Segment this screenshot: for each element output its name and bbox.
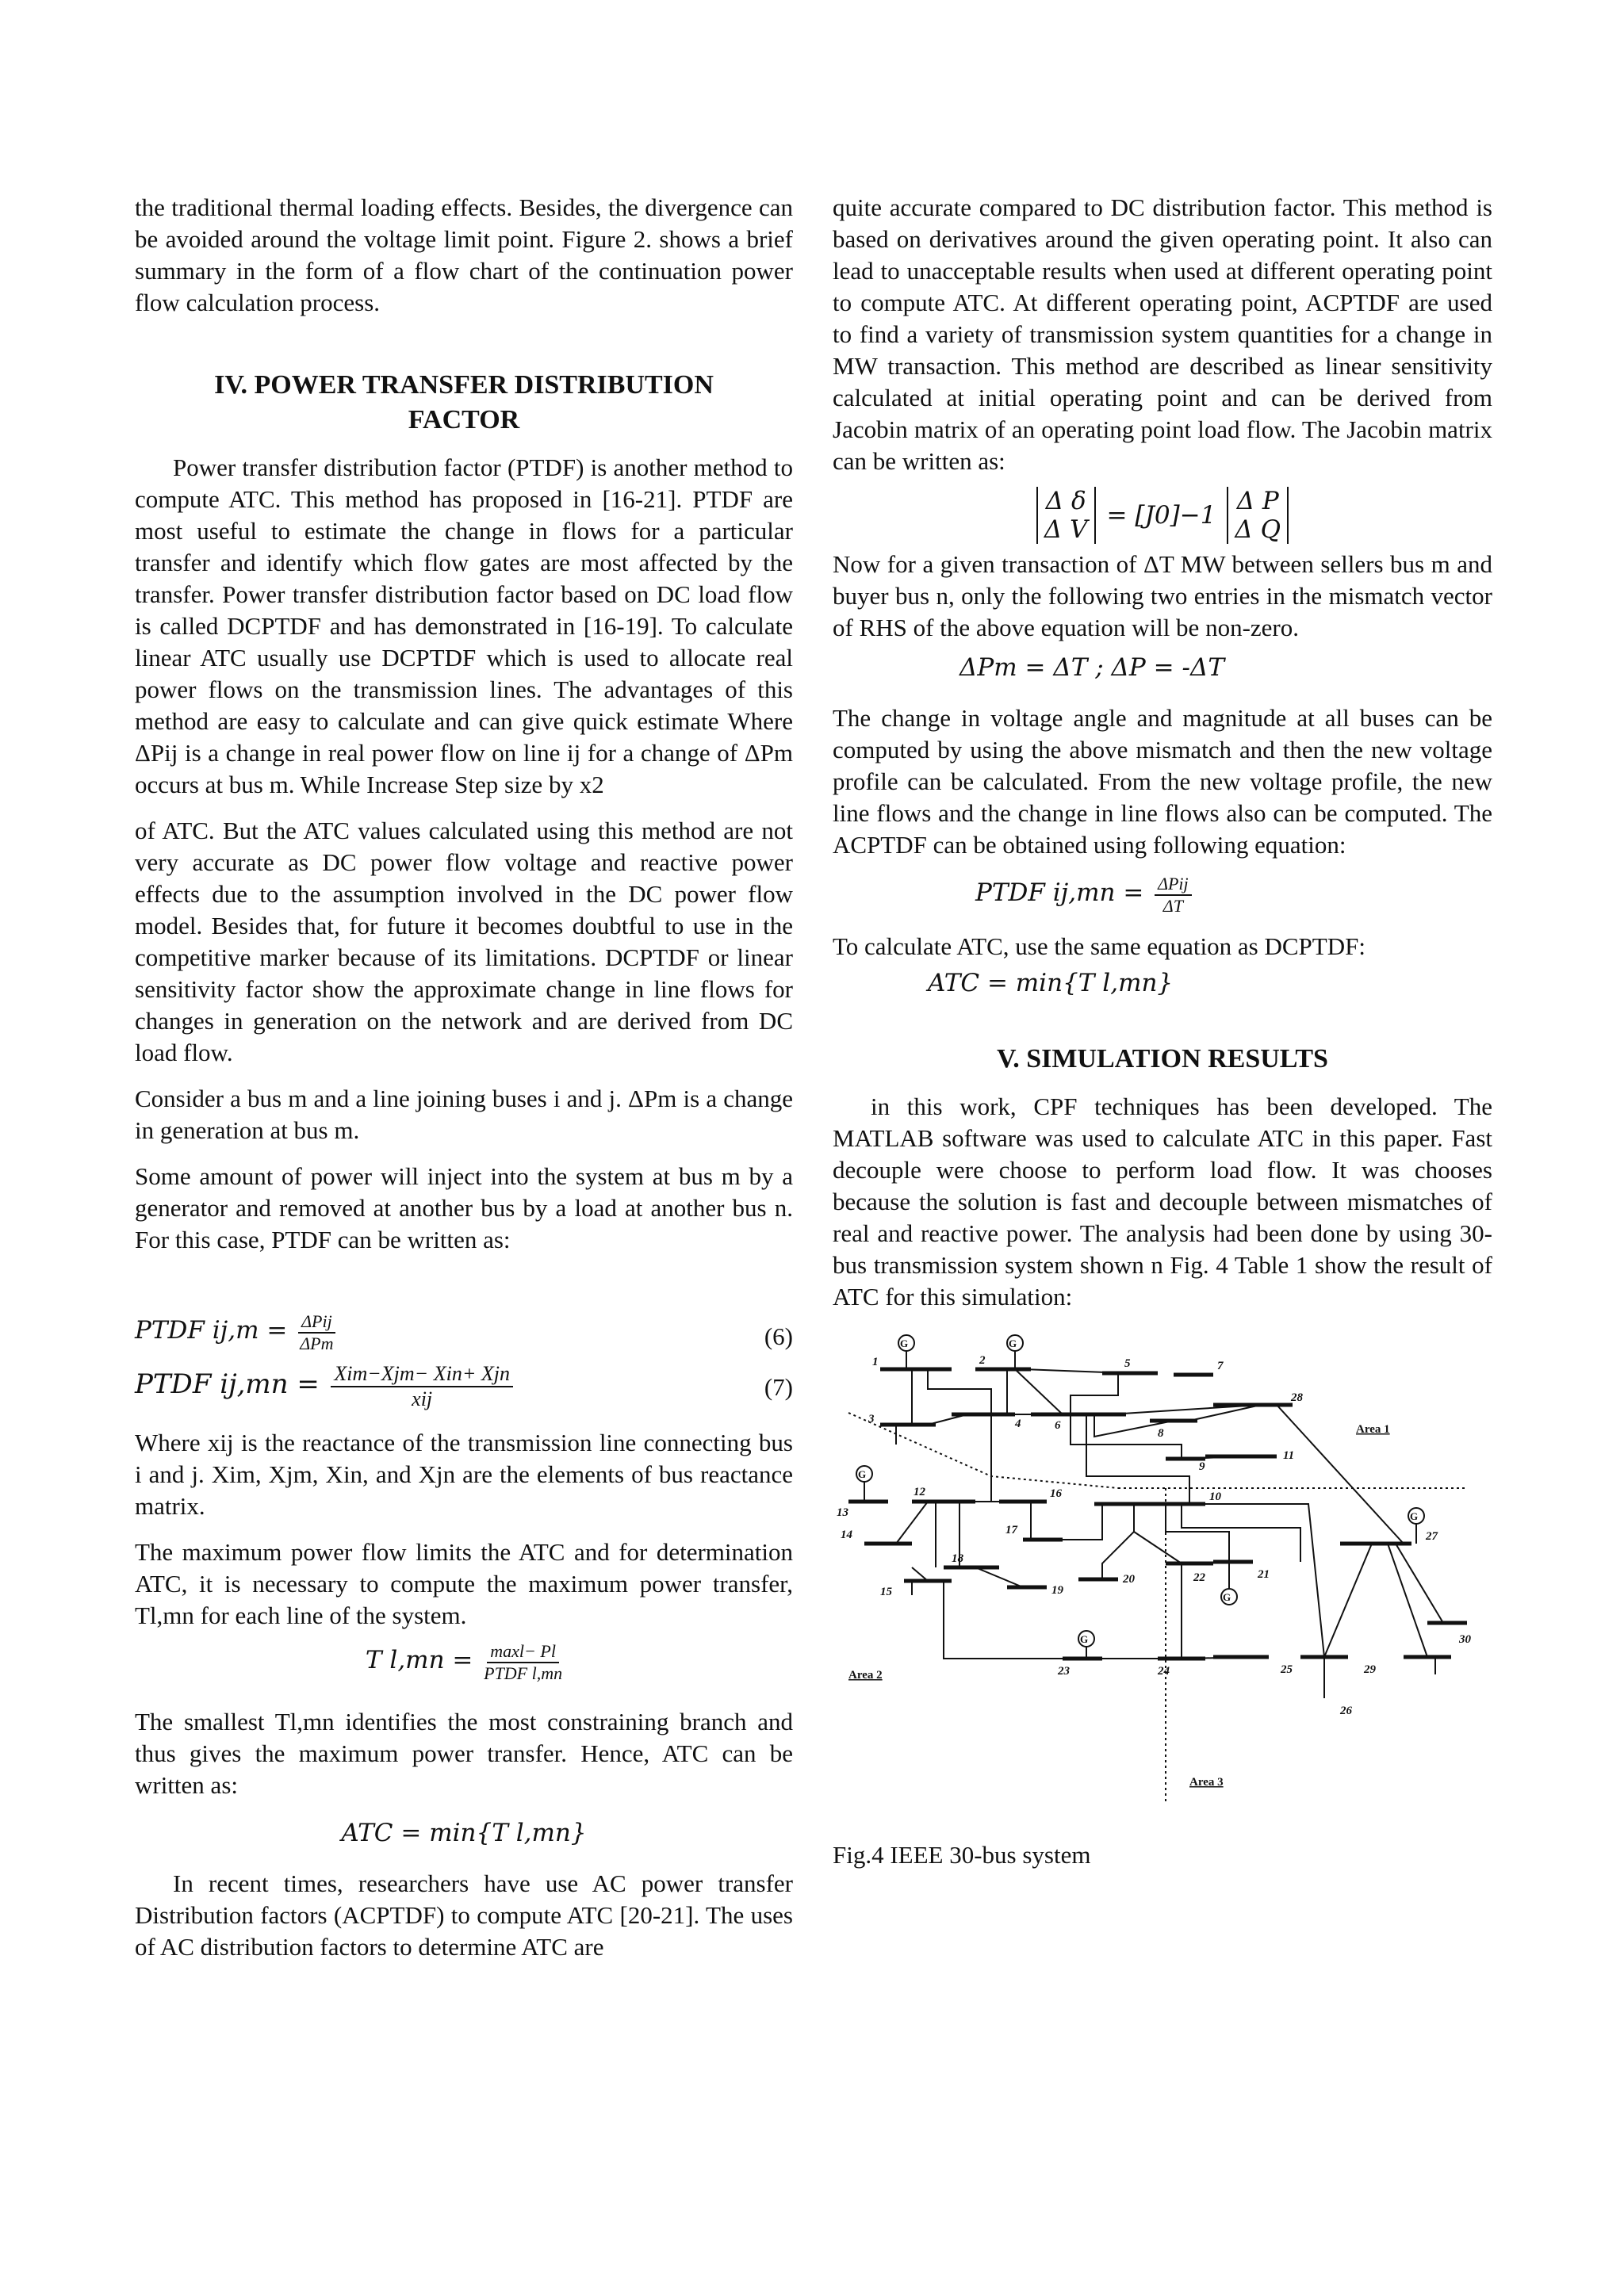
paragraph-power-inject: Some amount of power will inject into the system at bus m by a generator and removed at another bus by a load at another bus n. For this case, PTDF can be written as: — [135, 1162, 793, 1253]
svg-text:18: 18 — [952, 1552, 963, 1565]
svg-text:15: 15 — [880, 1586, 892, 1598]
svg-text:19: 19 — [1051, 1584, 1063, 1597]
svg-text:20: 20 — [1123, 1573, 1135, 1586]
paragraph-simulation: in this work, CPF techniques has been developed. The MATLAB software was used to calculate ATC in this paper. Fast decouple were choose to perform load flow. It was chooses because the solution is fast and decouple between mismatches of real and reactive power. The analysis had been done by using 30-bus transmission system shown n Fig. 4 Table 1 show the result of ATC for this simulation: — [833, 1093, 1492, 1311]
paragraph-transaction: Now for a given transaction of ΔT MW between sellers bus m and buyer bus n, only the following two entries in the mismatch vector of RHS of the above equation will be non-zero. — [833, 550, 1492, 641]
equation-tlmn: T l,mn = $\frac{\max l- Pl}{\text{PTDF l,mn}}$ — [365, 1641, 563, 1683]
equation-7: PTDF ij,mn = $\frac{\text{Xim−Xjm− Xin+ Xjn}}{\text{xij}}$ (7) — [135, 1362, 793, 1410]
svg-text:11: 11 — [1283, 1449, 1295, 1462]
svg-text:10: 10 — [1209, 1490, 1221, 1503]
area-2-label: Area 2 — [848, 1669, 883, 1682]
paragraph-dcptdf-accuracy: of ATC. But the ATC values calculated using this method are not very accurate as DC power flow voltage and reactive power effects due to the assumption involved in the DC power flow model. Besides that, for future it becomes doubtful to use in the competitive marker because of its limitations. DCPTDF or linear sensitivity factor show the approximate change in line flows for changes in generation on the network and are derived from DC load flow. — [135, 817, 793, 1066]
svg-text:27: 27 — [1426, 1530, 1438, 1543]
svg-text:3: 3 — [868, 1413, 875, 1425]
svg-text:29: 29 — [1364, 1663, 1376, 1676]
paragraph-acptdf: In recent times, researchers have use AC power transfer Distribution factors (ACPTDF) to compute ATC [20-21]. The uses of AC distribution factors to determine ATC are — [135, 1869, 793, 1961]
svg-text:G: G — [899, 1337, 909, 1349]
paragraph-max-power: The maximum power flow limits the ATC and for determination ATC, it is necessary to compute the maximum power transfer, Tl,mn for each line of the system. — [135, 1538, 793, 1629]
equation-mismatch: ΔPm = ΔT ; ΔP = -ΔT — [959, 653, 1225, 682]
svg-text:14: 14 — [841, 1529, 852, 1541]
svg-text:21: 21 — [1258, 1568, 1270, 1581]
equation-jacobian: Δ δ Δ V = [J0]−1 Δ P Δ Q — [833, 482, 1492, 549]
svg-text:12: 12 — [914, 1486, 925, 1498]
svg-text:7: 7 — [1217, 1360, 1224, 1372]
figure-caption: Fig.4 IEEE 30-bus system — [833, 1841, 1091, 1869]
section-heading-v: V. SIMULATION RESULTS — [997, 1044, 1328, 1073]
svg-text:25: 25 — [1281, 1663, 1293, 1676]
area-3-label: Area 3 — [1189, 1776, 1224, 1789]
area-1-label: Area 1 — [1356, 1423, 1390, 1436]
ieee-30-bus-diagram — [833, 1326, 1492, 1817]
svg-text:8: 8 — [1158, 1427, 1164, 1440]
paragraph-ptdf-intro: Power transfer distribution factor (PTDF) is another method to compute ATC. This method has proposed in [16-21]. PTDF are most useful to estimate the change in flows for a particular transfer and identify which flow gates are most affected by the transfer. Power transfer distribution factor based on DC load flow is called DCPTDF and has demonstrated in [16-19]. To calculate linear ATC usually use DCPTDF which is used to allocate real power flows on the transmission lines. The advantages of this method are easy to calculate and can give quick estimate Where ΔPij is a change in real power flow on line ij for a change of ΔPm occurs at bus m. While Increase Step size by x2 — [135, 453, 793, 798]
svg-text:28: 28 — [1291, 1391, 1303, 1404]
svg-text:24: 24 — [1158, 1665, 1170, 1678]
equation-atc-left: ATC = min{T l,mn} — [341, 1819, 587, 1847]
equation-number: (6) — [764, 1322, 793, 1350]
svg-text:G: G — [1222, 1591, 1231, 1603]
svg-text:16: 16 — [1050, 1487, 1062, 1500]
equation-acptdf: PTDF ij,mn = $\frac{\text{ΔPij}}{\Delta T}$ — [833, 874, 1492, 931]
section-heading-iv: IV. POWER TRANSFER DISTRIBUTION FACTOR — [214, 370, 714, 434]
paragraph-voltage-profile: The change in voltage angle and magnitude at all buses can be computed by using the above mismatch and then the new voltage profile can be calculated. From the new voltage profile, the new line flows and the change in line flows also can be computed. The ACPTDF can be obtained using following equation: — [833, 704, 1492, 859]
paragraph-smallest-t: The smallest Tl,mn identifies the most constraining branch and thus gives the maximum power transfer. Hence, ATC can be written as: — [135, 1708, 793, 1799]
svg-text:6: 6 — [1055, 1419, 1061, 1432]
svg-text:22: 22 — [1193, 1571, 1205, 1584]
svg-text:5: 5 — [1124, 1357, 1131, 1370]
svg-text:G: G — [1409, 1510, 1419, 1522]
svg-text:9: 9 — [1199, 1460, 1205, 1473]
svg-text:26: 26 — [1340, 1705, 1352, 1717]
left-column — [135, 192, 793, 1963]
paragraph-continuation: the traditional thermal loading effects. Besides, the divergence can be avoided around the voltage limit point. Figure 2. shows a brief summary in the form of a flow chart of the continuation power flow calculation process. — [135, 193, 793, 316]
paragraph-consider-bus: Consider a bus m and a line joining buses i and j. ΔPm is a change in generation at bus m. — [135, 1085, 793, 1144]
svg-text:G: G — [857, 1468, 867, 1480]
right-column — [833, 192, 1492, 1871]
svg-text:4: 4 — [1015, 1418, 1021, 1430]
paragraph-reactance: Where xij is the reactance of the transmission line connecting bus i and j. Xim, Xjm, Xin, and Xjn are the elements of bus reactance matrix. — [135, 1429, 793, 1520]
equation-6: PTDF ij,m = $\frac{\text{ΔPij}}{\text{ΔPm}}$ (6) — [135, 1311, 793, 1353]
svg-text:G: G — [1079, 1633, 1089, 1645]
paragraph-same-equation: To calculate ATC, use the same equation as DCPTDF: — [833, 932, 1365, 960]
svg-text:30: 30 — [1459, 1633, 1471, 1646]
svg-text:23: 23 — [1058, 1665, 1070, 1678]
equation-number: (7) — [764, 1373, 793, 1401]
svg-text:1: 1 — [872, 1356, 879, 1368]
equation-atc-right: ATC = min{T l,mn} — [928, 969, 1174, 997]
svg-text:G: G — [1008, 1337, 1017, 1349]
paragraph-acptdf-accuracy: quite accurate compared to DC distribution factor. This method is based on derivatives around the given operating point. It also can lead to unacceptable results when used at different operating point to compute ATC. At different operating point, ACPTDF are used to find a variety of transmission system quantities for a change in MW transaction. This method are described as linear sensitivity calculated at initial operating point and can be derived from Jacobin matrix of an operating point load flow. The Jacobin matrix can be written as: — [833, 193, 1492, 475]
svg-text:13: 13 — [837, 1506, 848, 1519]
svg-text:17: 17 — [1005, 1524, 1017, 1536]
svg-text:2: 2 — [979, 1354, 986, 1367]
